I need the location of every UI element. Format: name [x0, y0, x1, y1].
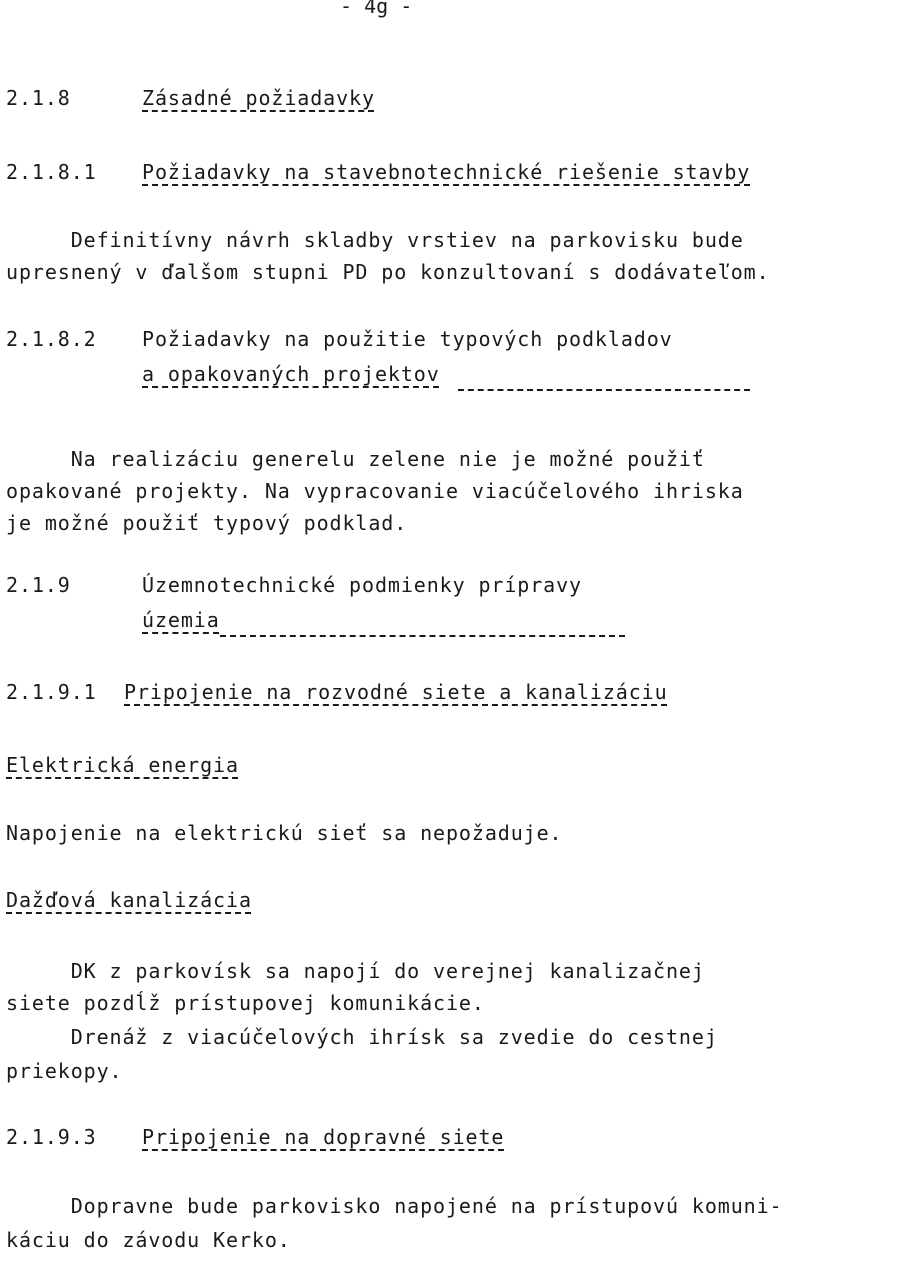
section-title-2-1-9-3: Pripojenie na dopravné siete — [142, 1125, 505, 1149]
section-number-2-1-9: 2.1.9 — [6, 573, 71, 597]
section-title-2-1-9-1: Pripojenie na rozvodné siete a kanalizáciu — [124, 680, 668, 704]
section-title-2-1-8-2-line1: Požiadavky na použitie typových podkladov — [142, 327, 673, 351]
paragraph-line: Definitívny návrh skladby vrstiev na parkovisku bude — [6, 228, 744, 252]
section-number-2-1-9-3: 2.1.9.3 — [6, 1125, 97, 1149]
paragraph-line: Napojenie na elektrickú sieť sa nepožaduje. — [6, 821, 563, 845]
underline-filler — [458, 389, 750, 391]
paragraph-line: siete pozdĺž prístupovej komunikácie. — [6, 991, 485, 1015]
section-title-2-1-9-line1: Územnotechnické podmienky prípravy — [142, 573, 582, 597]
section-number-2-1-8: 2.1.8 — [6, 86, 71, 110]
section-title-2-1-8-2-line2: a opakovaných projektov — [142, 362, 440, 386]
paragraph-line: DK z parkovísk sa napojí do verejnej kanalizačnej — [6, 959, 705, 983]
subheading-rain-drainage: Dažďová kanalizácia — [6, 888, 252, 912]
paragraph-line: Dopravne bude parkovisko napojené na prístupovú komuni- — [6, 1194, 783, 1218]
section-title-2-1-8: Zásadné požiadavky — [142, 86, 375, 110]
paragraph-line: Na realizáciu generelu zelene nie je možné použiť — [6, 447, 705, 471]
section-title-2-1-8-1: Požiadavky na stavebnotechnické riešenie stavby — [142, 160, 751, 184]
paragraph-line: upresnený v ďalšom stupni PD po konzultovaní s dodávateľom. — [6, 260, 770, 284]
paragraph-line: priekopy. — [6, 1059, 123, 1083]
paragraph-line: káciu do závodu Kerko. — [6, 1228, 291, 1252]
section-number-2-1-9-1: 2.1.9.1 — [6, 680, 97, 704]
underline-filler — [220, 635, 625, 637]
paragraph-line: je možné použiť typový podklad. — [6, 511, 408, 535]
section-number-2-1-8-1: 2.1.8.1 — [6, 160, 97, 184]
section-title-2-1-9-line2: územia — [142, 608, 220, 632]
section-number-2-1-8-2: 2.1.8.2 — [6, 327, 97, 351]
page-number: - 4g - — [340, 0, 413, 18]
paragraph-line: Drenáž z viacúčelových ihrísk sa zvedie do cestnej — [6, 1025, 718, 1049]
paragraph-line: opakované projekty. Na vypracovanie viacúčelového ihriska — [6, 479, 744, 503]
subheading-electric: Elektrická energia — [6, 753, 239, 777]
